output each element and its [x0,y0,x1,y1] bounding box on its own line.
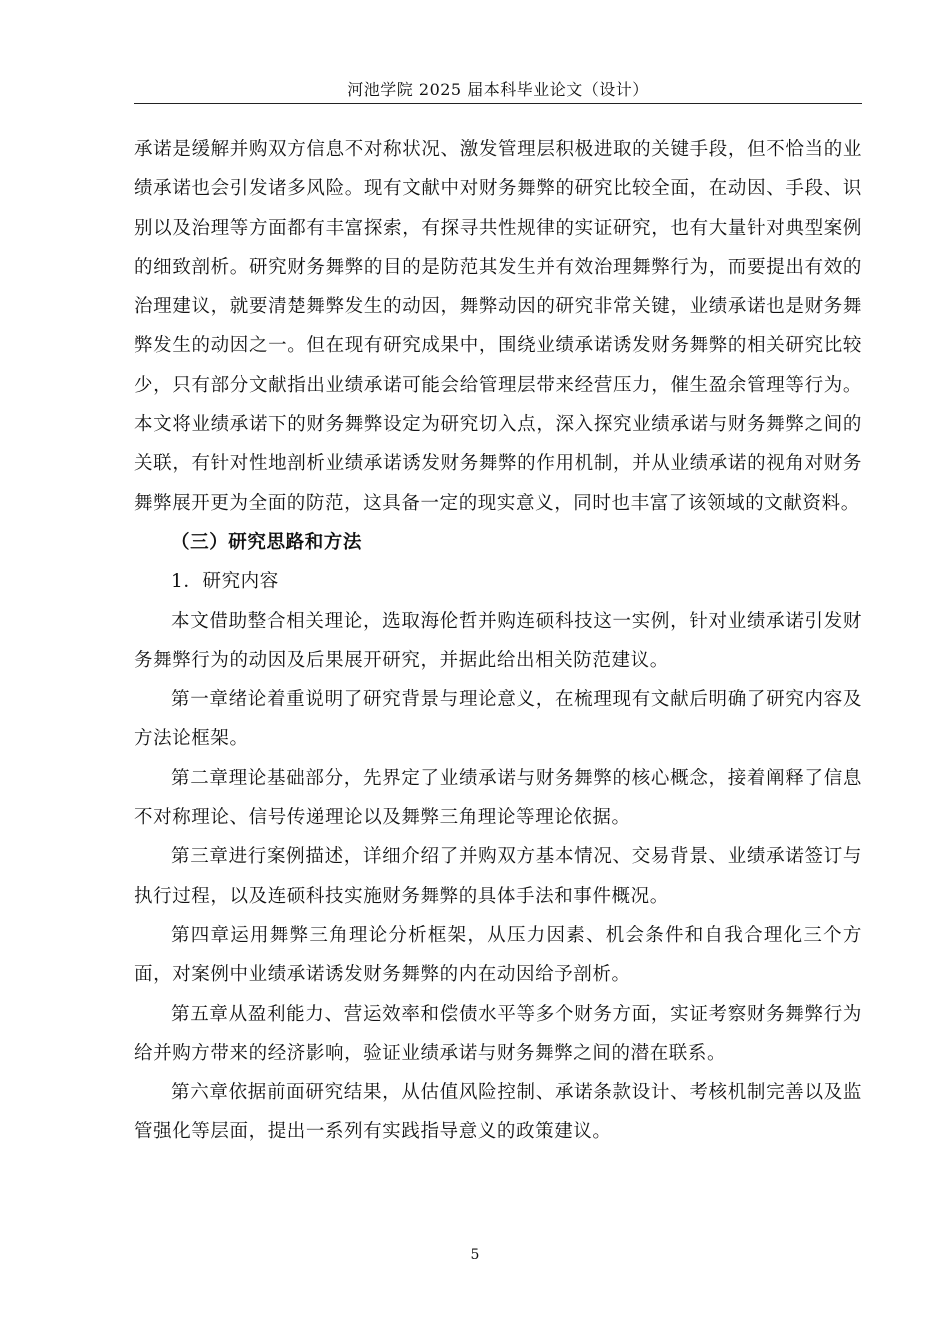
body-text [134,130,862,1152]
header-divider [134,103,862,104]
page-number: 5 [470,1247,480,1263]
paragraph-chapter-1: 第一章绪论着重说明了研究背景与理论意义，在梳理现有文献后明确了研究内容及方法论框架。 [134,689,862,750]
paragraph-continuation: 承诺是缓解并购双方信息不对称状况、激发管理层积极进取的关键手段，但不恰当的业绩承诺也会引发诸多风险。现有文献中对财务舞弊的研究比较全面，在动因、手段、识别以及治理等方面都有丰富探索，有探寻共性规律的实证研究，也有大量针对典型案例的细致剖析。研究财务舞弊的目的是防范其发生并有效治理舞弊行为，而要提出有效的治理建议，就要清楚舞弊发生的动因，舞弊动因的研究非常关键，业绩承诺也是财务舞弊发生的动因之一。但在现有研究成果中，围绕业绩承诺诱发财务舞弊的相关研究比较少，只有部分文献指出业绩承诺可能会给管理层带来经营压力，催生盈余管理等行为。本文将业绩承诺下的财务舞弊设定为研究切入点，深入探究业绩承诺与财务舞弊之间的关联，有针对性地剖析业绩承诺诱发财务舞弊的作用机制，并从业绩承诺的视角对财务舞弊展开更为全面的防范，这具备一定的现实意义，同时也丰富了该领域的文献资料。 [134,139,862,514]
paragraph-chapter-2: 第二章理论基础部分，先界定了业绩承诺与财务舞弊的核心概念，接着阐释了信息不对称理论、信号传递理论以及舞弊三角理论等理论依据。 [134,767,862,829]
paragraph-chapter-6: 第六章依据前面研究结果，从估值风险控制、承诺条款设计、考核机制完善以及监管强化等层面，提出一系列有实践指导意义的政策建议。 [134,1082,862,1143]
paragraph-chapter-3: 第三章进行案例描述，详细介绍了并购双方基本情况、交易背景、业绩承诺签订与执行过程，以及连硕科技实施财务舞弊的具体手法和事件概况。 [134,846,862,907]
paragraph-chapter-4: 第四章运用舞弊三角理论分析框架，从压力因素、机会条件和自我合理化三个方面，对案例中业绩承诺诱发财务舞弊的内在动因给予剖析。 [134,924,862,986]
paragraph-chapter-5: 第五章从盈利能力、营运效率和偿债水平等多个财务方面，实证考察财务舞弊行为给并购方带来的经济影响，验证业绩承诺与财务舞弊之间的潜在联系。 [134,1003,862,1064]
page-header: 河池学院 2025 届本科毕业论文（设计） [347,80,649,99]
section-heading: （三）研究思路和方法 [171,531,363,553]
paragraph-intro: 本文借助整合相关理论，选取海伦哲并购连硕科技这一实例，针对业绩承诺引发财务舞弊行为的动因及后果展开研究，并据此给出相关防范建议。 [134,610,862,671]
sub-heading: 1．研究内容 [171,571,279,593]
